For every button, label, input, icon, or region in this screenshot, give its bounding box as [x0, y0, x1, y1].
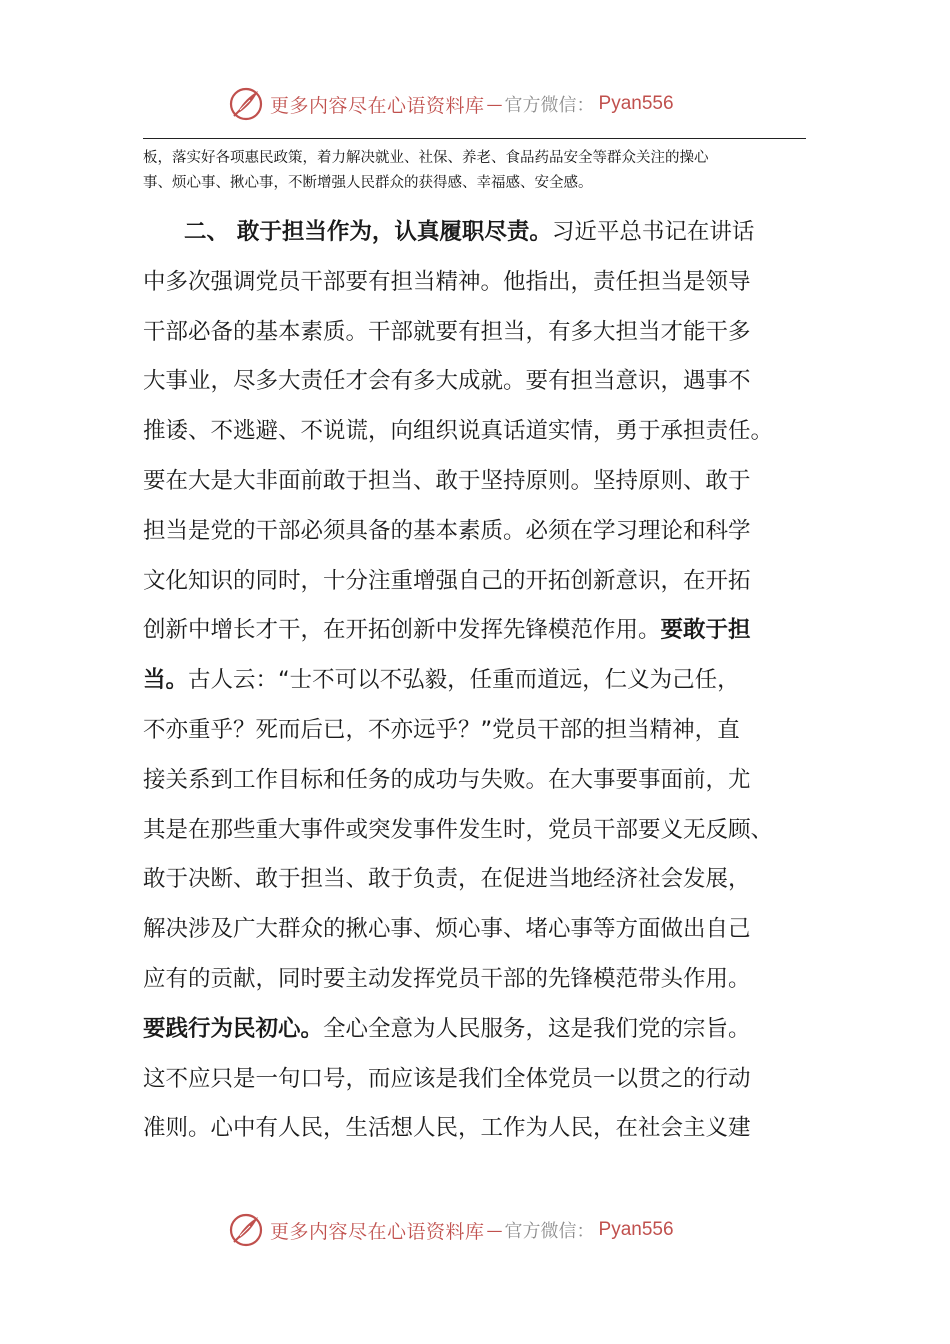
header-banner-text: 更多内容尽在心语资料库	[270, 94, 485, 117]
body-line: 应有的贡献，同时要主动发挥党员干部的先锋模范带头作用。	[143, 965, 751, 992]
body-line: 敢于决断、敢于担当、敢于负责，在促进当地经济社会发展，	[143, 866, 751, 893]
header-wechat-label: 官方微信：	[504, 95, 595, 116]
body-line: 接关系到工作目标和任务的成功与失败。在大事要事面前，尤	[143, 766, 751, 793]
body-line: 文化知识的同时，十分注重增强自己的开拓创新意识，在开拓	[143, 567, 751, 594]
body-line: 中多次强调党员干部要有担当精神。他指出，责任担当是领导	[143, 268, 751, 295]
body-line: 这不应只是一句口号，而应该是我们全体党员一以贯之的行动	[143, 1065, 751, 1092]
intro-paragraph	[143, 146, 815, 196]
feather-pen-logo-icon	[228, 1212, 264, 1248]
footer-banner	[228, 1208, 748, 1252]
body-line: 其是在那些重大事件或突发事件发生时，党员干部要义无反顾、	[143, 816, 774, 843]
body-line: 推诿、不逃避、不说谎，向组织说真话道实情，勇于承担责任。	[143, 418, 774, 445]
header-banner	[228, 82, 748, 126]
body-line: 当。古人云：“士不可以不弘毅，任重而道远，仁义为己任，	[143, 667, 740, 694]
body-line: 二、 敢于担当作为，认真履职尽责。习近平总书记在讲话	[184, 219, 755, 245]
footer-banner-text: 更多内容尽在心语资料库	[270, 1220, 485, 1243]
body-line: 大事业，尽多大责任才会有多大成就。要有担当意识，遇事不	[143, 368, 751, 395]
body-line: 不亦重乎？死而后已，不亦远乎？”党员干部的担当精神，直	[143, 716, 740, 743]
body-line: 要践行为民初心。全心全意为人民服务，这是我们党的宗旨。	[143, 1015, 751, 1042]
body-line: 创新中增长才干，在开拓创新中发挥先锋模范作用。要敢于担	[143, 617, 751, 644]
header-banner-dash: —	[486, 94, 503, 114]
body-line: 担当是党的干部必须具备的基本素质。必须在学习理论和科学	[143, 517, 751, 544]
header-divider	[143, 138, 806, 139]
body-line: 解决涉及广大群众的揪心事、烦心事、堵心事等方面做出自己	[143, 916, 751, 943]
bold-phrase: 当。	[143, 667, 189, 694]
intro-line: 事、烦心事、揪心事，不断增强人民群众的获得感、幸福感、安全感。	[143, 175, 593, 191]
header-wechat-id: Pyan556	[598, 93, 674, 114]
section-heading: 二、 敢于担当作为，认真履职尽责。	[184, 219, 552, 245]
bold-phrase: 要践行为民初心。	[143, 1015, 324, 1042]
feather-pen-logo-icon	[228, 86, 264, 122]
bold-phrase: 要敢于担	[660, 617, 751, 644]
footer-wechat-id: Pyan556	[598, 1219, 674, 1240]
intro-line: 板，落实好各项惠民政策，着力解决就业、社保、养老、食品药品安全等群众关注的操心	[143, 150, 709, 166]
body-line: 准则。心中有人民，生活想人民，工作为人民，在社会主义建	[143, 1115, 751, 1142]
section-body	[143, 208, 833, 1154]
body-line: 要在大是大非面前敢于担当、敢于坚持原则。坚持原则、敢于	[143, 467, 751, 494]
footer-wechat-label: 官方微信：	[504, 1221, 595, 1242]
footer-banner-dash: —	[486, 1220, 503, 1240]
body-line: 干部必备的基本素质。干部就要有担当，有多大担当才能干多	[143, 318, 751, 345]
